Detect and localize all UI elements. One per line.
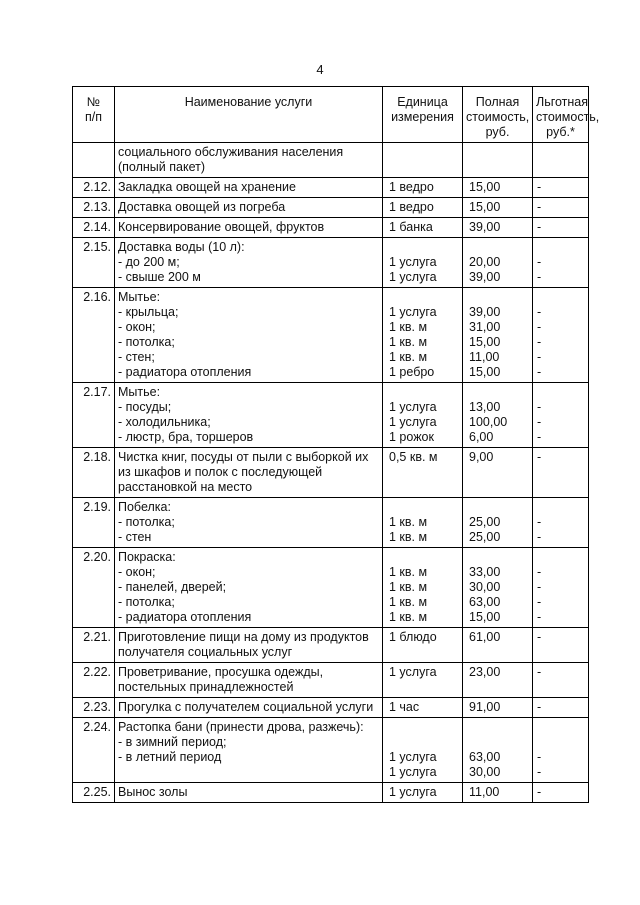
discount-price-cell-value: - <box>537 320 542 334</box>
table-header-row <box>73 87 589 143</box>
full-price-cell-value: 100,00 <box>469 415 508 429</box>
full-price-cell <box>463 383 533 448</box>
discount-price-cell <box>533 783 589 803</box>
discount-price-cell <box>533 498 589 548</box>
row-number: 2.14. <box>73 218 115 238</box>
table-row <box>73 238 589 288</box>
unit-cell <box>383 698 463 718</box>
page-number: 4 <box>316 62 324 77</box>
discount-price-cell <box>533 238 589 288</box>
service-name <box>115 718 383 783</box>
table-row <box>73 448 589 498</box>
service-name-line: - потолка; <box>118 335 175 349</box>
unit-cell-value: 1 час <box>389 700 420 714</box>
discount-price-cell-value: - <box>537 415 542 429</box>
unit-cell-value: 1 услуга <box>389 400 437 414</box>
row-number: 2.16. <box>73 288 115 383</box>
row-number: 2.24. <box>73 718 115 783</box>
row-number: 2.18. <box>73 448 115 498</box>
unit-cell-value: 1 кв. м <box>389 320 428 334</box>
full-price-cell-value: 30,00 <box>469 765 501 779</box>
full-price-cell <box>463 178 533 198</box>
unit-cell <box>383 783 463 803</box>
service-name-line: - стен; <box>118 350 155 364</box>
service-name <box>115 218 383 238</box>
full-price-cell-value: 20,00 <box>469 255 501 269</box>
discount-price-cell <box>533 663 589 698</box>
table-row <box>73 783 589 803</box>
unit-cell-value: 1 ведро <box>389 180 434 194</box>
full-line: руб. <box>485 125 510 139</box>
unit-cell <box>383 218 463 238</box>
unit-cell-value: 1 рожок <box>389 430 434 444</box>
full-price-cell <box>463 198 533 218</box>
unit-cell-value: 1 услуга <box>389 750 437 764</box>
discount-price-cell-value: - <box>537 365 542 379</box>
table-row <box>73 663 589 698</box>
service-name-line: Мытье: <box>118 385 161 399</box>
service-name-line: Покраска: <box>118 550 176 564</box>
full-price-cell-value: 11,00 <box>469 350 500 364</box>
full-price-cell <box>463 218 533 238</box>
unit-cell <box>383 383 463 448</box>
row-number: 2.19. <box>73 498 115 548</box>
discount-price-cell-value: - <box>537 350 542 364</box>
service-name-line: Доставка овощей из погреба <box>118 200 286 214</box>
full-price-cell-value: 31,00 <box>469 320 501 334</box>
unit-cell-value: 1 услуга <box>389 305 437 319</box>
unit-cell-value: 1 услуга <box>389 785 437 799</box>
unit-cell-value: 1 кв. м <box>389 530 428 544</box>
full-price-cell-value: 25,00 <box>469 515 501 529</box>
discount-price-cell-value: - <box>537 305 542 319</box>
unit-cell <box>383 663 463 698</box>
unit-cell <box>383 143 463 178</box>
discount-price-cell-value: - <box>537 255 542 269</box>
discount-price-cell-value: - <box>537 610 542 624</box>
row-number: 2.13. <box>73 198 115 218</box>
row-number: 2.23. <box>73 698 115 718</box>
services-table <box>72 86 600 803</box>
service-name <box>115 628 383 663</box>
unit-cell-value: 1 кв. м <box>389 350 428 364</box>
unit-line: Единица <box>397 95 448 109</box>
discount-price-cell <box>533 383 589 448</box>
discount-price-cell-value: - <box>537 450 542 464</box>
row-number: 2.12. <box>73 178 115 198</box>
disc-line: Льготная <box>536 95 589 109</box>
discount-price-cell <box>533 143 589 178</box>
service-name-line: - до 200 м; <box>118 255 180 269</box>
full-price-cell-value: 39,00 <box>469 220 501 234</box>
unit-cell-value: 1 услуга <box>389 270 437 284</box>
table-row <box>73 288 589 383</box>
row-number: 2.15. <box>73 238 115 288</box>
num-line: п/п <box>84 110 102 124</box>
service-name-line: Приготовление пищи на дому из продуктов получателя социальных услуг <box>118 630 369 659</box>
full-price-cell-value: 30,00 <box>469 580 501 594</box>
discount-price-cell-value: - <box>537 430 542 444</box>
unit-cell-value: 1 кв. м <box>389 580 428 594</box>
full-price-cell-value: 6,00 <box>469 430 494 444</box>
service-name-line: - посуды; <box>118 400 172 414</box>
row-number <box>73 143 115 178</box>
unit-cell-value: 1 услуга <box>389 255 437 269</box>
row-number: 2.17. <box>73 383 115 448</box>
full-price-cell-value: 15,00 <box>469 200 501 214</box>
num-line: № <box>86 95 101 109</box>
discount-price-cell-value: - <box>537 180 542 194</box>
service-name-line: - крыльца; <box>118 305 179 319</box>
disc-line: руб.* <box>546 125 575 139</box>
disc-line: стоимость, <box>536 110 600 124</box>
service-name-line: - радиатора отопления <box>118 365 252 379</box>
unit-cell <box>383 238 463 288</box>
full-line: стоимость, <box>466 110 530 124</box>
unit-cell-value: 1 услуга <box>389 415 437 429</box>
service-name-line: Мытье: <box>118 290 161 304</box>
discount-price-cell <box>533 548 589 628</box>
unit-cell-value: 1 кв. м <box>389 515 428 529</box>
header-discount-price <box>533 87 600 143</box>
full-price-cell-value: 33,00 <box>469 565 501 579</box>
discount-price-cell <box>533 448 589 498</box>
header-unit <box>383 87 463 143</box>
service-name <box>115 238 383 288</box>
unit-cell-value: 1 услуга <box>389 665 437 679</box>
header-full-price <box>463 87 533 143</box>
service-name <box>115 548 383 628</box>
full-price-cell <box>463 548 533 628</box>
service-name-line: - холодильника; <box>118 415 211 429</box>
table-row <box>73 698 589 718</box>
full-price-cell <box>463 143 533 178</box>
unit-cell-value: 1 кв. м <box>389 335 428 349</box>
unit-cell-value: 1 блюдо <box>389 630 437 644</box>
service-name <box>115 783 383 803</box>
full-price-cell-value: 63,00 <box>469 595 501 609</box>
service-name-line: Вынос золы <box>118 785 188 799</box>
discount-price-cell-value: - <box>537 595 542 609</box>
unit-cell-value: 1 кв. м <box>389 610 428 624</box>
full-price-cell <box>463 238 533 288</box>
service-name <box>115 198 383 218</box>
discount-price-cell-value: - <box>537 750 542 764</box>
full-price-cell <box>463 288 533 383</box>
full-price-cell <box>463 663 533 698</box>
service-name-line: - свыше 200 м <box>118 270 201 284</box>
table-row <box>73 178 589 198</box>
table-row <box>73 143 589 178</box>
discount-price-cell-value: - <box>537 220 542 234</box>
service-name-line: Закладка овощей на хранение <box>118 180 296 194</box>
full-price-cell-value: 15,00 <box>469 180 501 194</box>
service-name-line: - окон; <box>118 565 156 579</box>
discount-price-cell <box>533 288 589 383</box>
full-price-cell-value: 11,00 <box>469 785 500 799</box>
unit-cell-value: 1 кв. м <box>389 595 428 609</box>
service-name <box>115 448 383 498</box>
service-name <box>115 498 383 548</box>
table-row <box>73 198 589 218</box>
discount-price-cell <box>533 718 589 783</box>
unit-line: измерения <box>391 110 454 124</box>
full-price-cell-value: 91,00 <box>469 700 501 714</box>
full-price-cell-value: 63,00 <box>469 750 501 764</box>
unit-cell <box>383 628 463 663</box>
unit-cell-value: 1 услуга <box>389 765 437 779</box>
unit-cell <box>383 178 463 198</box>
unit-cell-value: 0,5 кв. м <box>389 450 438 464</box>
service-name-line: - потолка; <box>118 515 175 529</box>
full-price-cell-value: 39,00 <box>469 305 501 319</box>
discount-price-cell-value: - <box>537 530 542 544</box>
discount-price-cell-value: - <box>537 565 542 579</box>
service-name-line: Побелка: <box>118 500 171 514</box>
discount-price-cell <box>533 628 589 663</box>
service-name-line: - панелей, дверей; <box>118 580 227 594</box>
discount-price-cell-value: - <box>537 400 542 414</box>
service-name-line: - в летний период <box>118 750 222 764</box>
table-row <box>73 628 589 663</box>
unit-cell-value: 1 ребро <box>389 365 435 379</box>
service-name-line: Прогулка с получателем социальной услуги <box>118 700 374 714</box>
table-row <box>73 718 589 783</box>
unit-cell <box>383 498 463 548</box>
unit-cell-value: 1 ведро <box>389 200 434 214</box>
service-name-line: - в зимний период; <box>118 735 227 749</box>
row-number: 2.21. <box>73 628 115 663</box>
service-name-line: социального обслуживания населения (полный пакет) <box>118 145 344 174</box>
table-row <box>73 498 589 548</box>
service-name-line: Растопка бани (принести дрова, разжечь): <box>118 720 364 734</box>
full-price-cell-value: 13,00 <box>469 400 501 414</box>
full-price-cell <box>463 698 533 718</box>
table-row <box>73 548 589 628</box>
header-name: Наименование услуги <box>115 87 383 143</box>
service-name-line: - стен <box>118 530 152 544</box>
discount-price-cell <box>533 178 589 198</box>
unit-cell-value: 1 кв. м <box>389 565 428 579</box>
row-number: 2.22. <box>73 663 115 698</box>
full-price-cell <box>463 628 533 663</box>
full-price-cell-value: 15,00 <box>469 365 501 379</box>
discount-price-cell-value: - <box>537 700 542 714</box>
service-name-line: Доставка воды (10 л): <box>118 240 245 254</box>
discount-price-cell-value: - <box>537 580 542 594</box>
full-line: Полная <box>475 95 520 109</box>
discount-price-cell <box>533 198 589 218</box>
service-name <box>115 698 383 718</box>
header-num <box>73 87 115 143</box>
discount-price-cell-value: - <box>537 515 542 529</box>
unit-cell <box>383 288 463 383</box>
full-price-cell-value: 15,00 <box>469 610 501 624</box>
discount-price-cell-value: - <box>537 630 542 644</box>
discount-price-cell-value: - <box>537 765 542 779</box>
full-price-cell-value: 15,00 <box>469 335 501 349</box>
service-name <box>115 288 383 383</box>
table-row <box>73 383 589 448</box>
unit-cell <box>383 718 463 783</box>
service-name <box>115 663 383 698</box>
full-price-cell-value: 39,00 <box>469 270 501 284</box>
discount-price-cell <box>533 698 589 718</box>
full-price-cell <box>463 783 533 803</box>
discount-price-cell-value: - <box>537 665 542 679</box>
service-name <box>115 383 383 448</box>
unit-cell <box>383 448 463 498</box>
full-price-cell-value: 61,00 <box>469 630 501 644</box>
table-row <box>73 218 589 238</box>
discount-price-cell-value: - <box>537 335 542 349</box>
service-name-line: Проветривание, просушка одежды, постельных принадлежностей <box>118 665 324 694</box>
discount-price-cell-value: - <box>537 200 542 214</box>
unit-cell-value: 1 банка <box>389 220 433 234</box>
service-name <box>115 143 383 178</box>
row-number: 2.20. <box>73 548 115 628</box>
full-price-cell-value: 25,00 <box>469 530 501 544</box>
service-name <box>115 178 383 198</box>
full-price-cell <box>463 448 533 498</box>
service-name-line: - радиатора отопления <box>118 610 252 624</box>
full-price-cell-value: 9,00 <box>469 450 494 464</box>
discount-price-cell-value: - <box>537 785 542 799</box>
service-name-line: - окон; <box>118 320 156 334</box>
full-price-cell <box>463 498 533 548</box>
discount-price-cell-value: - <box>537 270 542 284</box>
service-name-line: - потолка; <box>118 595 175 609</box>
full-price-cell-value: 23,00 <box>469 665 501 679</box>
service-name-line: - люстр, бра, торшеров <box>118 430 254 444</box>
service-name-line: Чистка книг, посуды от пыли с выборкой их из шкафов и полок с последующей расстановкой на место <box>118 450 369 494</box>
service-name-line: Консервирование овощей, фруктов <box>118 220 325 234</box>
row-number: 2.25. <box>73 783 115 803</box>
full-price-cell <box>463 718 533 783</box>
discount-price-cell <box>533 218 589 238</box>
unit-cell <box>383 198 463 218</box>
unit-cell <box>383 548 463 628</box>
